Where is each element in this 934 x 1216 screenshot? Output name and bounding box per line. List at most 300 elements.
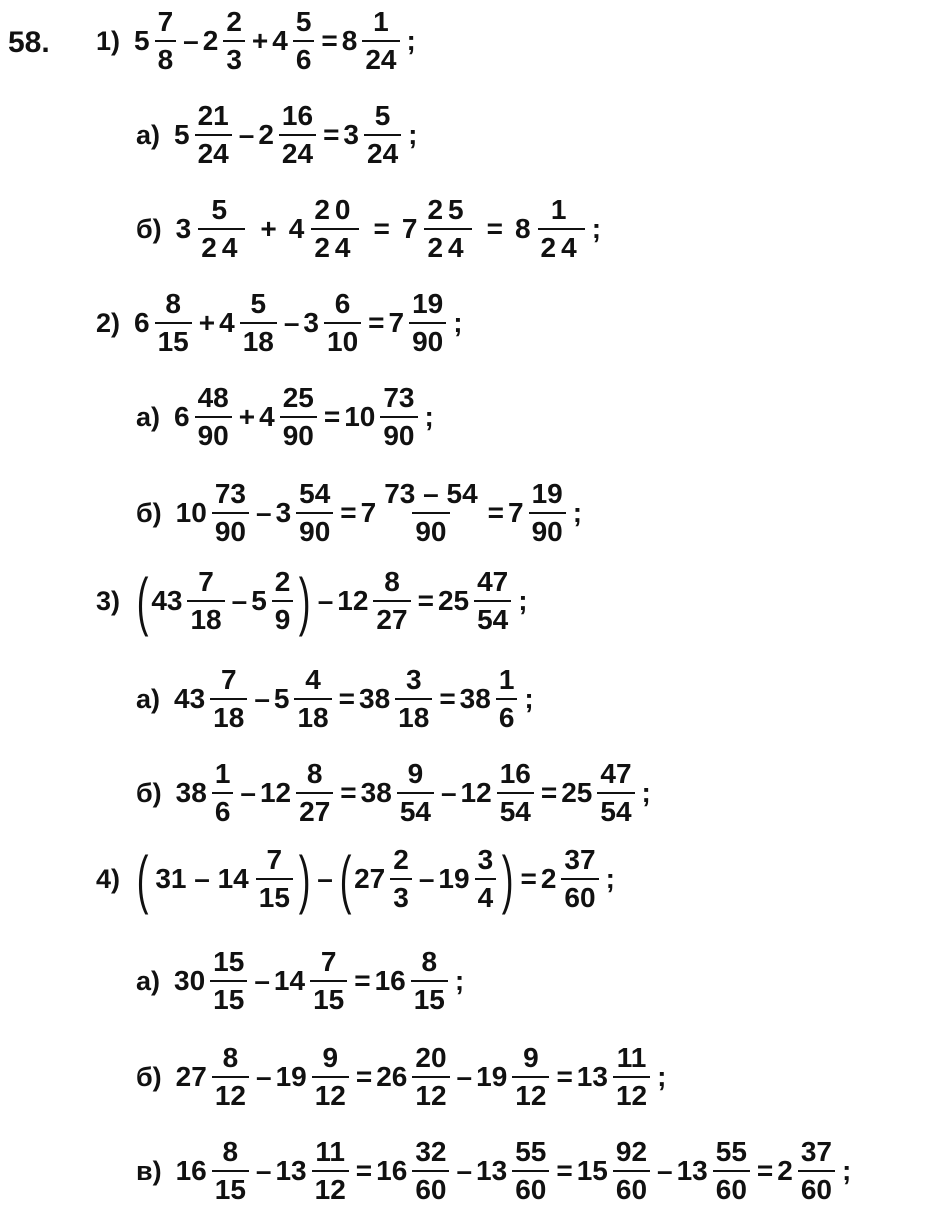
fraction	[198, 196, 245, 262]
denominator: 24	[311, 228, 358, 262]
operator: ;	[605, 863, 615, 894]
denominator: 6	[496, 698, 518, 732]
operator: +	[238, 401, 256, 432]
numerator: 6	[334, 288, 351, 319]
denominator: 12	[512, 1076, 549, 1110]
operator: +	[198, 307, 216, 338]
operator: =	[321, 25, 338, 56]
mixed-number	[677, 1138, 753, 1204]
operator: –	[231, 585, 248, 616]
fraction	[412, 1044, 449, 1110]
whole-part: 27	[175, 1061, 207, 1092]
parenthesis: (	[136, 565, 149, 637]
mixed-number	[354, 846, 415, 912]
fraction	[512, 1138, 549, 1204]
denominator: 60	[561, 878, 598, 912]
item-label: 3)	[96, 585, 121, 616]
fraction	[312, 1138, 349, 1204]
denominator: 3	[223, 40, 245, 74]
equation-line	[96, 8, 420, 74]
denominator: 9	[272, 600, 294, 634]
numerator: 9	[523, 1042, 539, 1073]
denominator: 12	[312, 1170, 349, 1204]
mixed-number	[777, 1138, 838, 1204]
mixed-number	[359, 666, 435, 732]
fraction	[364, 102, 401, 168]
equation-line	[96, 843, 619, 915]
denominator: 12	[212, 1076, 249, 1110]
numerator: 54	[299, 478, 331, 509]
denominator: 24	[364, 134, 401, 168]
whole-part: 13	[576, 1061, 608, 1092]
whole-part: 25	[437, 585, 470, 616]
denominator: 60	[512, 1170, 549, 1204]
operator: ;	[454, 965, 465, 996]
fraction	[475, 846, 497, 912]
denominator: 10	[324, 322, 361, 356]
item-label: 2)	[96, 307, 121, 338]
denominator: 27	[296, 792, 333, 826]
operator: =	[355, 1155, 373, 1186]
numerator: 5	[250, 288, 267, 319]
numerator: 25	[282, 382, 314, 413]
mixed-number	[438, 568, 514, 634]
numerator: 19	[412, 288, 444, 319]
whole-part: 19	[275, 1061, 307, 1092]
whole-part: 4	[288, 213, 307, 244]
mixed-number	[343, 102, 404, 168]
whole-part: 3	[303, 307, 319, 338]
whole-part: 7	[508, 497, 524, 528]
fraction	[280, 384, 317, 450]
mixed-number	[176, 1138, 252, 1204]
mixed-number	[151, 568, 227, 634]
operator: =	[338, 683, 355, 714]
operator: =	[368, 307, 385, 338]
whole-part: 10	[344, 401, 376, 432]
denominator: 6	[212, 792, 234, 826]
denominator: 27	[373, 600, 410, 634]
mixed-number	[275, 1138, 351, 1204]
whole-part: 4	[272, 25, 288, 56]
equation-line	[136, 102, 421, 168]
denominator: 90	[529, 512, 566, 546]
numerator: 1	[214, 758, 231, 789]
numerator: 7	[320, 946, 337, 977]
mixed-number	[276, 480, 337, 546]
whole-part: 4	[259, 401, 275, 432]
equation-line	[136, 760, 655, 826]
item-label: б)	[136, 213, 162, 244]
whole-part: 5	[174, 119, 190, 150]
item-label: б)	[136, 1061, 162, 1092]
whole-part: 16	[175, 1155, 207, 1186]
mixed-number	[258, 102, 319, 168]
whole-part: 14	[273, 965, 306, 996]
whole-part: 27	[354, 863, 386, 894]
fraction	[613, 1138, 650, 1204]
operator: ;	[572, 497, 583, 528]
numerator: 92	[615, 1136, 648, 1167]
mixed-number	[476, 1138, 552, 1204]
mixed-number	[176, 480, 252, 546]
mixed-number	[460, 666, 521, 732]
operator: –	[283, 307, 300, 338]
whole-part: 10	[175, 497, 207, 528]
operator: ;	[842, 1155, 852, 1186]
equation-line	[136, 480, 586, 546]
whole-part: 19	[476, 1061, 508, 1092]
denominator: 60	[412, 1170, 449, 1204]
whole-part: 6	[174, 401, 190, 432]
operator: –	[317, 863, 333, 894]
mixed-number	[260, 760, 336, 826]
item-label: 1)	[96, 25, 121, 56]
denominator: 90	[412, 512, 449, 546]
fraction	[256, 846, 293, 912]
numerator: 7	[220, 664, 237, 695]
whole-part: 3	[275, 497, 292, 528]
operator: ;	[424, 401, 434, 432]
operator: –	[456, 1061, 473, 1092]
operator: =	[373, 213, 390, 244]
equation-line	[136, 1138, 855, 1204]
fraction	[310, 948, 347, 1014]
denominator: 24	[424, 228, 471, 262]
operator: =	[556, 1155, 573, 1186]
numerator: 21	[197, 100, 229, 131]
numerator: 1	[498, 664, 515, 695]
mixed-number	[289, 196, 362, 262]
denominator: 18	[395, 698, 432, 732]
numerator: 3	[477, 844, 494, 875]
mixed-number	[272, 8, 317, 74]
parenthesis: (	[136, 843, 149, 915]
operator: ;	[453, 307, 463, 338]
whole-part: 2	[540, 863, 557, 894]
mixed-number	[174, 102, 235, 168]
fraction	[311, 196, 358, 262]
numerator: 5	[211, 194, 233, 225]
mixed-number	[342, 8, 403, 74]
numerator: 47	[600, 758, 632, 789]
operator: –	[317, 585, 334, 616]
whole-part: 8	[341, 25, 358, 56]
fraction	[212, 760, 234, 826]
fraction	[597, 760, 634, 826]
operator: =	[340, 777, 357, 808]
mixed-number	[303, 290, 364, 356]
mixed-number	[476, 1044, 552, 1110]
operator: =	[354, 965, 371, 996]
whole-part: 8	[514, 213, 533, 244]
item-label: в)	[136, 1155, 162, 1186]
denominator: 15	[155, 322, 192, 356]
denominator: 54	[497, 792, 534, 826]
numerator: 5	[295, 6, 312, 37]
whole-part: 2	[202, 25, 219, 56]
denominator: 24	[279, 134, 316, 168]
fraction	[362, 8, 399, 74]
whole-part: 2	[777, 1155, 793, 1186]
mixed-number	[134, 8, 179, 74]
fraction	[296, 480, 333, 546]
item-label: б)	[136, 497, 162, 528]
equation-line	[96, 290, 467, 356]
operator: ;	[406, 25, 416, 56]
whole-part: 7	[401, 213, 420, 244]
parenthesis: )	[299, 565, 311, 637]
operator: –	[254, 683, 270, 714]
denominator: 54	[397, 792, 434, 826]
whole-part: 12	[337, 585, 369, 616]
operator: –	[418, 863, 435, 894]
fraction	[798, 1138, 835, 1204]
item-label: а)	[136, 401, 161, 432]
numerator: 8	[222, 1042, 239, 1073]
operator: –	[240, 777, 256, 808]
whole-part: 13	[275, 1155, 307, 1186]
numerator: 73	[383, 382, 415, 413]
operator: =	[486, 213, 503, 244]
denominator: 18	[210, 698, 247, 732]
operator: =	[540, 777, 558, 808]
operator: =	[756, 1155, 774, 1186]
numerator: 32	[415, 1136, 447, 1167]
operator: –	[254, 965, 270, 996]
whole-part: 38	[359, 683, 391, 714]
operator: ;	[641, 777, 651, 808]
denominator: 15	[310, 980, 347, 1014]
numerator: 2	[393, 844, 409, 875]
numerator: 8	[306, 758, 323, 789]
operator: +	[251, 25, 269, 56]
equation-line	[136, 384, 438, 450]
numerator: 48	[197, 382, 229, 413]
denominator: 60	[613, 1170, 650, 1204]
denominator: 12	[412, 1076, 449, 1110]
mixed-number	[203, 8, 248, 74]
numerator: 73 – 54	[384, 478, 478, 509]
whole-part: 16	[376, 1155, 408, 1186]
denominator: 12	[613, 1076, 650, 1110]
numerator: 55	[515, 1136, 547, 1167]
mixed-number	[174, 384, 235, 450]
whole-part: 4	[219, 307, 235, 338]
numerator: 11	[616, 1042, 647, 1073]
numerator: 7	[198, 566, 214, 597]
denominator: 90	[380, 416, 417, 450]
mixed-number	[541, 846, 602, 912]
fraction	[212, 1138, 249, 1204]
operator: –	[255, 1155, 272, 1186]
numerator: 5	[374, 100, 391, 131]
numerator: 11	[315, 1136, 346, 1167]
fraction	[713, 1138, 750, 1204]
fraction	[212, 1044, 249, 1110]
item-label: а)	[136, 683, 161, 714]
parenthesis: )	[298, 843, 311, 915]
mixed-number	[134, 290, 195, 356]
fraction	[272, 568, 294, 634]
numerator: 55	[715, 1136, 747, 1167]
fraction	[312, 1044, 349, 1110]
denominator: 15	[411, 980, 448, 1014]
denominator: 54	[597, 792, 634, 826]
mixed-number	[274, 948, 350, 1014]
denominator: 4	[475, 878, 497, 912]
denominator: 90	[280, 416, 317, 450]
operator: ;	[408, 119, 418, 150]
numerator: 47	[477, 566, 509, 597]
fraction	[397, 760, 434, 826]
mixed-number	[176, 1044, 252, 1110]
denominator: 60	[713, 1170, 750, 1204]
fraction	[223, 8, 245, 74]
numerator: 3	[405, 664, 422, 695]
denominator: 90	[296, 512, 333, 546]
operator: –	[456, 1155, 473, 1186]
whole-part: 6	[134, 307, 150, 338]
numerator: 73	[214, 478, 246, 509]
operator: =	[556, 1061, 573, 1092]
fraction	[240, 290, 277, 356]
operator: –	[238, 119, 255, 150]
item-label: а)	[136, 119, 161, 150]
numerator: 7	[157, 6, 174, 37]
item-label: б)	[136, 777, 162, 808]
operator: =	[340, 497, 357, 528]
item-label: а)	[136, 965, 161, 996]
whole-part: 38	[360, 777, 392, 808]
parenthesis: )	[501, 843, 514, 915]
denominator: 3	[390, 878, 412, 912]
operator: ;	[657, 1061, 667, 1092]
mixed-number	[389, 290, 450, 356]
numerator: 8	[421, 946, 438, 977]
whole-part: 38	[175, 777, 207, 808]
item-label: 4)	[96, 863, 121, 894]
numerator: 8	[384, 566, 400, 597]
operator: 31 – 14	[155, 863, 249, 894]
mixed-number	[344, 384, 420, 450]
mixed-number	[376, 1044, 452, 1110]
fraction	[412, 1138, 449, 1204]
fraction	[155, 290, 192, 356]
numerator: 4	[305, 664, 321, 695]
fraction	[538, 196, 585, 262]
fraction	[296, 760, 333, 826]
operator: =	[355, 1061, 373, 1092]
equation-line	[136, 666, 538, 732]
whole-part: 13	[676, 1155, 708, 1186]
numerator: 2	[274, 566, 291, 597]
mixed-number	[376, 1138, 452, 1204]
fraction	[497, 760, 534, 826]
fraction	[373, 568, 410, 634]
whole-part: 30	[174, 965, 206, 996]
mixed-number	[361, 480, 484, 546]
operator: –	[440, 777, 457, 808]
fraction	[380, 384, 417, 450]
denominator: 18	[187, 600, 224, 634]
denominator: 18	[240, 322, 277, 356]
whole-part: 12	[460, 777, 492, 808]
numerator: 20	[314, 194, 356, 225]
whole-part: 5	[134, 25, 150, 56]
equation-line	[136, 196, 605, 262]
fraction	[390, 846, 412, 912]
mixed-number	[253, 846, 296, 912]
operator: =	[417, 585, 434, 616]
fraction	[293, 8, 315, 74]
denominator: 90	[195, 416, 232, 450]
fraction	[155, 8, 177, 74]
numerator: 25	[427, 194, 469, 225]
mixed-number	[361, 760, 437, 826]
fraction	[474, 568, 511, 634]
fraction	[512, 1044, 549, 1110]
mixed-number	[375, 948, 451, 1014]
operator: ;	[591, 213, 602, 244]
denominator: 15	[212, 1170, 249, 1204]
denominator: 6	[293, 40, 315, 74]
fraction	[381, 480, 480, 546]
mixed-number	[174, 948, 250, 1014]
numerator: 16	[499, 758, 531, 789]
numerator: 8	[222, 1136, 239, 1167]
whole-part: 38	[459, 683, 491, 714]
fraction	[195, 384, 232, 450]
equation-line	[96, 565, 532, 637]
denominator: 60	[798, 1170, 835, 1204]
fraction	[195, 102, 232, 168]
mixed-number	[461, 760, 537, 826]
mixed-number	[219, 290, 280, 356]
fraction	[212, 480, 249, 546]
mixed-number	[508, 480, 569, 546]
denominator: 24	[538, 228, 585, 262]
denominator: 18	[294, 698, 331, 732]
mixed-number	[274, 666, 335, 732]
operator: ;	[518, 585, 528, 616]
mixed-number	[515, 196, 588, 262]
fraction	[424, 196, 471, 262]
fraction	[210, 666, 247, 732]
whole-part: 7	[388, 307, 405, 338]
numerator: 16	[281, 100, 314, 131]
mixed-number	[176, 760, 237, 826]
mixed-number	[174, 666, 250, 732]
problem-number: 58.	[8, 26, 50, 59]
operator: ;	[524, 683, 534, 714]
fraction	[294, 666, 331, 732]
whole-part: 5	[273, 683, 290, 714]
whole-part: 3	[175, 213, 194, 244]
numerator: 2	[226, 6, 242, 37]
fraction	[411, 948, 448, 1014]
numerator: 9	[407, 758, 424, 789]
mixed-number	[577, 1138, 653, 1204]
numerator: 20	[415, 1042, 447, 1073]
whole-part: 3	[343, 119, 359, 150]
whole-part: 26	[376, 1061, 408, 1092]
numerator: 19	[531, 478, 563, 509]
mixed-number	[561, 760, 637, 826]
mixed-number	[276, 1044, 352, 1110]
denominator: 24	[195, 134, 232, 168]
fraction	[279, 102, 316, 168]
